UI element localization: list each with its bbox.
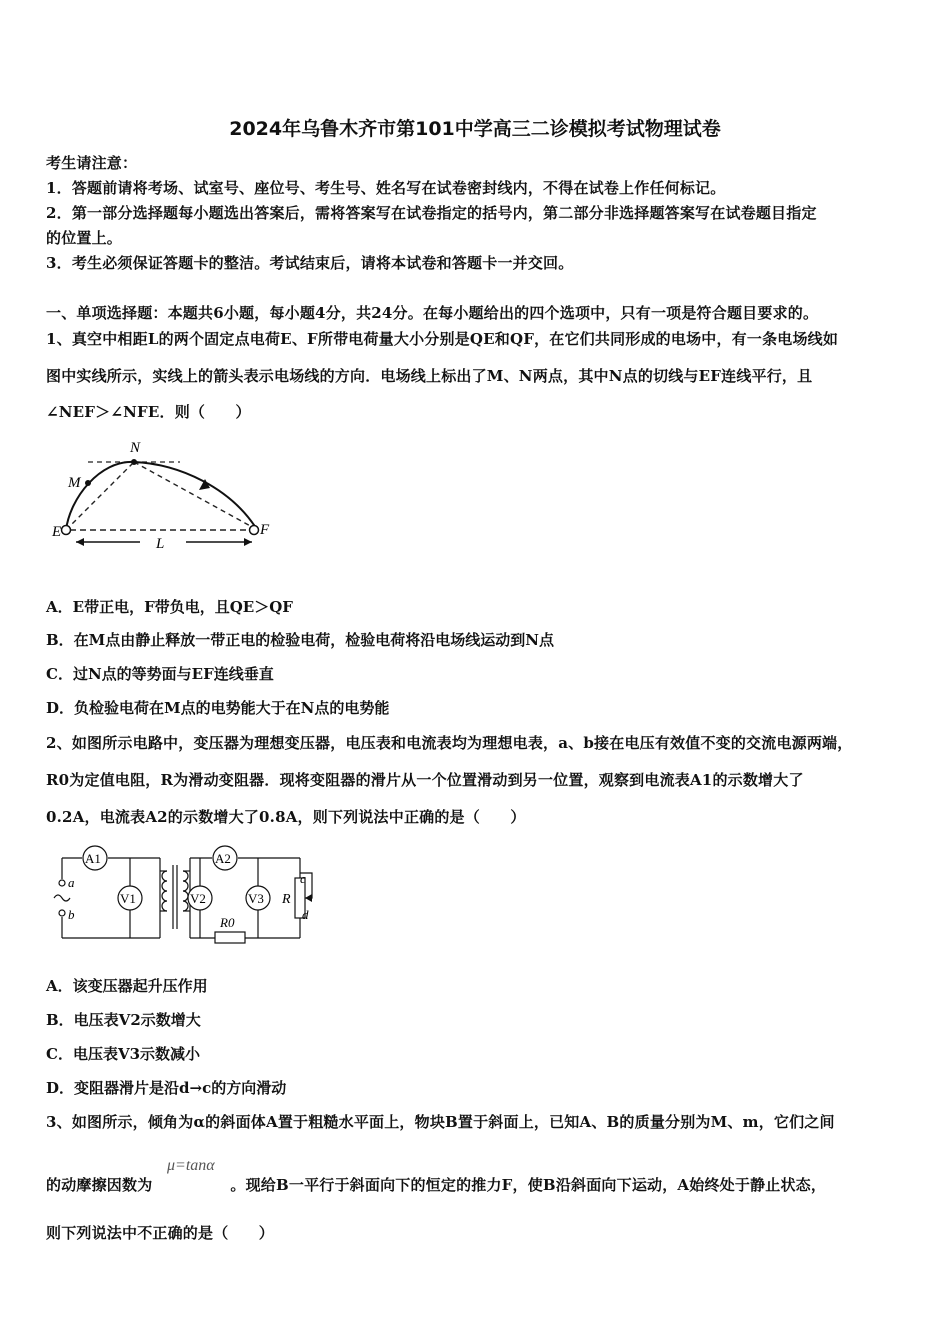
label-b: b [68,907,75,922]
label-d: d [302,907,309,922]
label-N: N [130,440,141,456]
label-c: c [300,871,306,886]
question-3-text: 3、如图所示，倾角为α的斜面体A置于粗糙水平面上，物块B置于斜面上，已知A、B的质量分别为M、m，它们之间 [46,1113,835,1131]
section-heading: 一、单项选择题：本题共6小题，每小题4分，共24分。在每小题给出的四个选项中，只有一项是符合题目要求的。 [46,304,819,322]
q2-option-c[interactable]: C．电压表V3示数减小 [46,1045,201,1063]
q2-option-d[interactable]: D．变阻器滑片是沿d→c的方向滑动 [46,1079,287,1097]
question-2-text: 0.2A，电流表A2的示数增大了0.8A，则下列说法中正确的是（ ） [46,808,526,826]
q3-line2-post: 。现给B一平行于斜面向下的恒定的推力F，使B沿斜面向下运动，A始终处于静止状态， [230,1176,827,1194]
meter-A1: A1 [85,851,101,866]
q1-option-d[interactable]: D．负检验电荷在M点的电势能大于在N点的电势能 [46,699,390,717]
meter-V2: V2 [190,891,206,906]
question-2-text: R0为定值电阻，R为滑动变阻器．现将变阻器的滑片从一个位置滑动到另一位置，观察到电流表A1的示数增大了 [46,771,804,789]
label-F: F [260,522,270,538]
notice-item: 的位置上。 [46,229,123,247]
q2-option-b[interactable]: B．电压表V2示数增大 [46,1011,201,1029]
notice-item: 3．考生必须保证答题卡的整洁。考试结束后，请将本试卷和答题卡一并交回。 [46,254,574,272]
question-1-text: 1、真空中相距L的两个固定点电荷E、F所带电荷量大小分别是QE和QF，在它们共同形成的电场中，有一条电场线如 [46,330,839,348]
field-line-figure [50,438,280,558]
q3-formula: μ=tanα [167,1157,215,1174]
label-E: E [52,524,62,540]
meter-V1: V1 [120,891,136,906]
page-title: 2024年乌鲁木齐市第101中学高三二诊模拟考试物理试卷 [229,118,721,140]
notice-item: 2．第一部分选择题每小题选出答案后，需将答案写在试卷指定的括号内，第二部分非选择题答案写在试卷题目指定 [46,204,817,222]
question-3-text [46,1174,826,1195]
label-R0: R0 [220,915,235,930]
notice-item: 1．答题前请将考场、试室号、座位号、考生号、姓名写在试卷密封线内，不得在试卷上作任何标记。 [46,179,726,197]
label-L: L [156,536,165,552]
label-a: a [68,875,75,890]
q3-line2-pre: 的动摩擦因数为 [46,1176,153,1194]
question-3-text: 则下列说法中不正确的是（ ） [46,1224,275,1242]
q1-option-c[interactable]: C．过N点的等势面与EF连线垂直 [46,665,274,683]
notice-heading: 考生请注意： [46,154,138,172]
transformer-circuit-figure [50,843,330,945]
q2-option-a[interactable]: A．该变压器起升压作用 [46,977,208,995]
q1-option-a[interactable]: A．E带正电，F带负电，且QE＞QF [46,598,293,616]
question-1-text: 图中实线所示，实线上的箭头表示电场线的方向．电场线上标出了M、N两点，其中N点的切线与EF连线平行，且 [46,367,813,385]
question-2-text: 2、如图所示电路中，变压器为理想变压器，电压表和电流表均为理想电表，a、b接在电压有效值不变的交流电源两端， [46,734,853,752]
label-R: R [282,892,291,907]
q1-option-b[interactable]: B．在M点由静止释放一带正电的检验电荷，检验电荷将沿电场线运动到N点 [46,631,554,649]
question-1-text: ∠NEF＞∠NFE．则（ ） [46,403,251,421]
label-M: M [68,475,81,491]
meter-V3: V3 [248,891,264,906]
meter-A2: A2 [215,851,231,866]
